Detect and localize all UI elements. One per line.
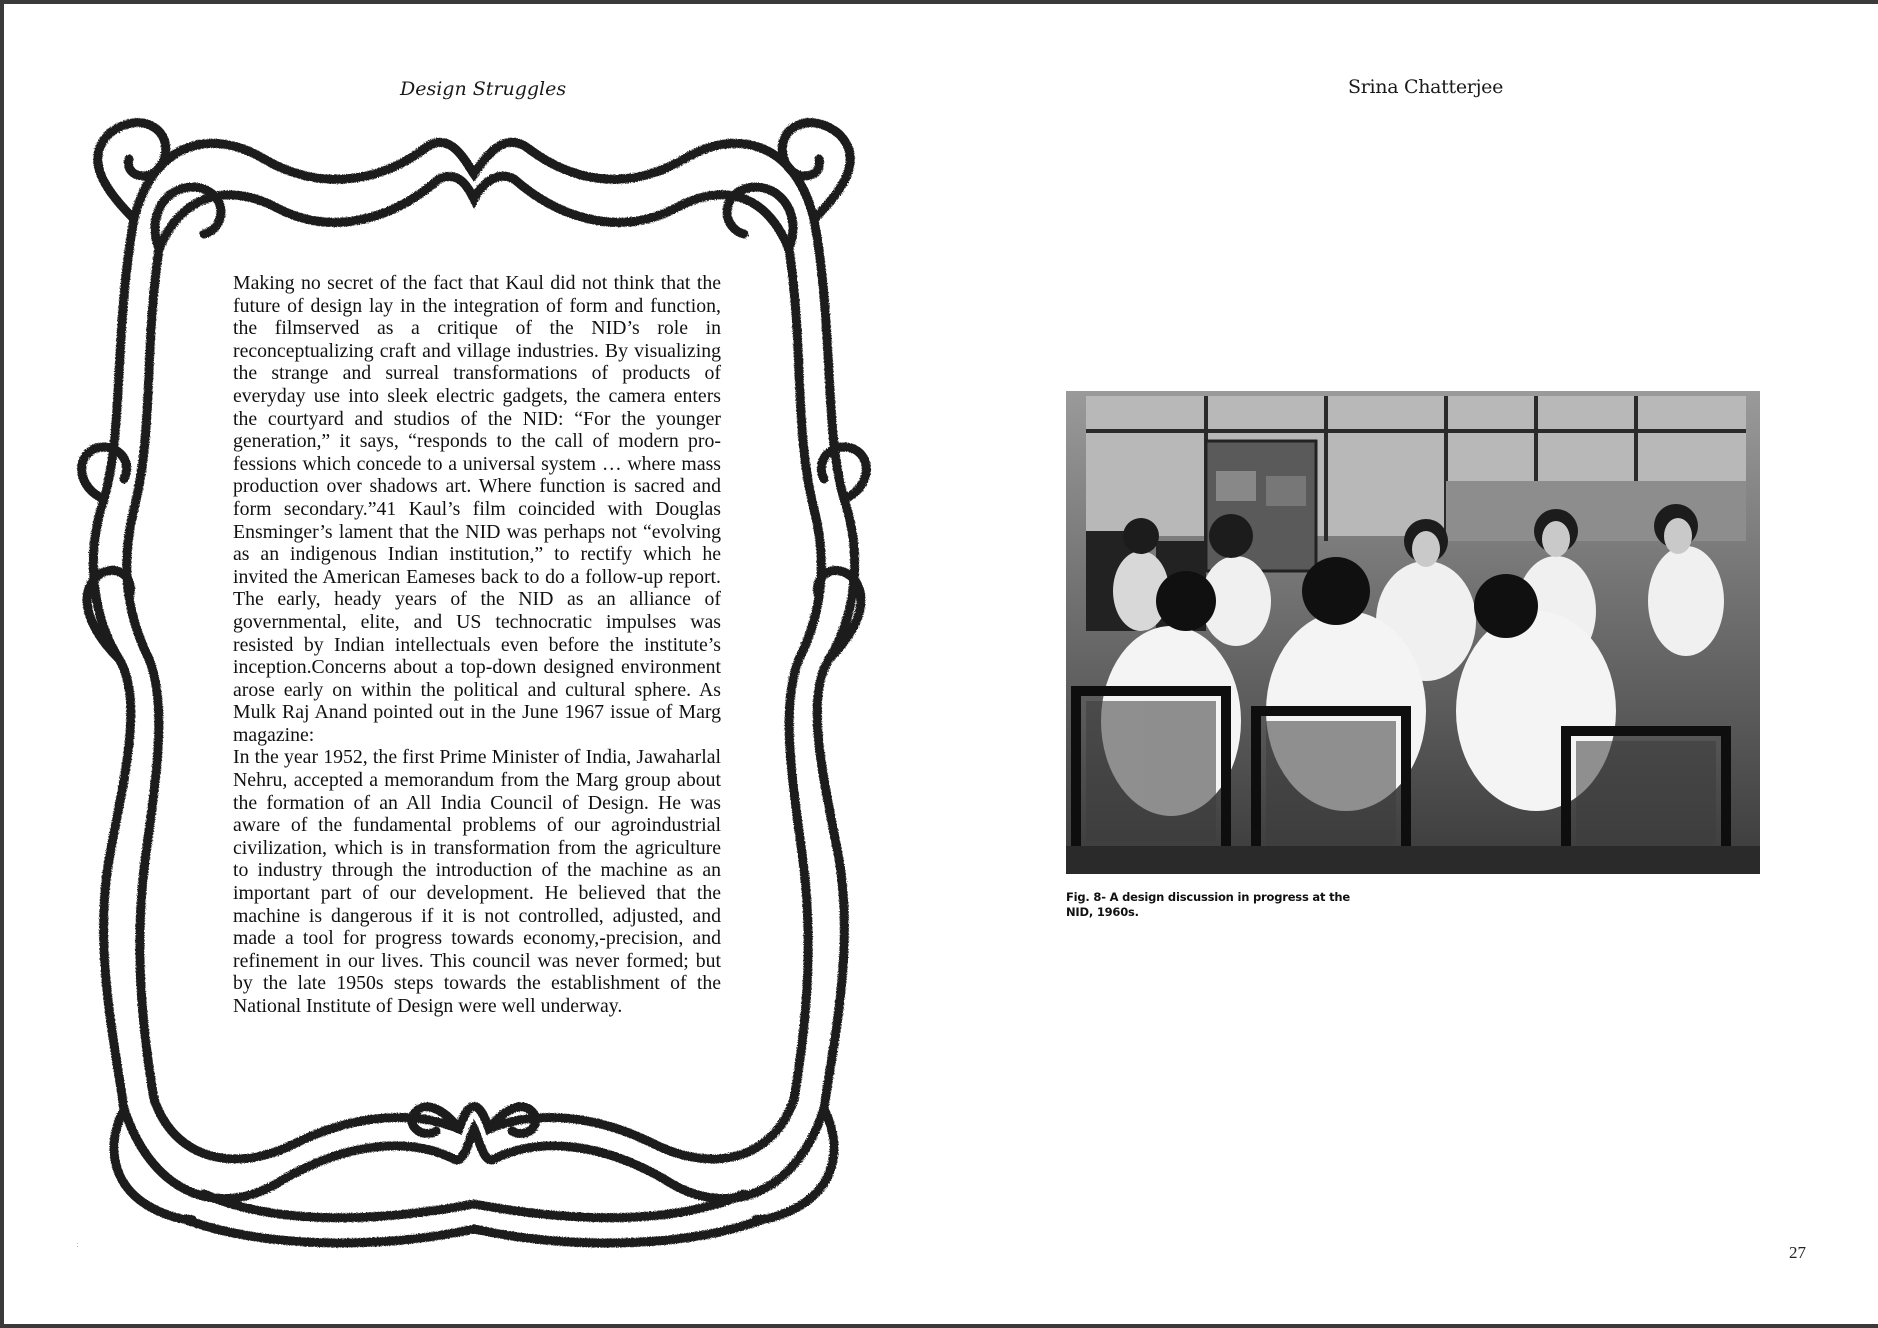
body-text <box>233 272 721 1018</box>
left-running-head: Design Struggles <box>400 78 567 100</box>
corner-mark: : <box>76 1240 79 1249</box>
photo-design-discussion <box>1066 391 1760 874</box>
paragraph-2: In the year 1952, the first Prime Minister of India, Jawaharlal Nehru, accepted a memorandum from the Marg group about the formation of an All India Council of Design. He was aware of the fundamental problems of our agroindustrial civilization, which is in transformation from the agriculture to industry through the introduction of the machine as an important part of our development. He believed that the machine is dangerous if it is not controlled, adjusted, and made a tool for progress towards economy,-precision, and refinement in our lives. This council was never formed; but by the late 1950s steps towards the establishment of the National Institute of Design were well underway. <box>233 746 721 1017</box>
page-number: 27 <box>1789 1243 1806 1262</box>
paragraph-1: Making no secret of the fact that Kaul did not think that the future of design lay in the integration of form and function, the filmserved as a critique of the NID’s role in reconceptualizing craft and village industries. By visualizing the strange and surreal transformations of products of everyday use into sleek electric gadgets, the camera enters the courtyard and studios of the NID: “For the younger generation,” it says, “responds to the call of modern professions which concede to a universal system … where mass production over shadows art. Where function is sacred and form secondary.”41 Kaul’s film coincided with Douglas Ensminger’s lament that the NID was perhaps not “evolving as an indigenous Indian institution,” to rectify which he invited the American Eameses back to do a follow-up report. The early, heady years of the NID as an alliance of governmental, elite, and US technocratic impulses was resisted by Indian intellectuals even before the institute’s inception.Concerns about a top-down designed environment arose early on within the political and cultural sphere. As Mulk Raj Anand pointed out in the June 1967 issue of Marg magazine: <box>233 272 721 746</box>
right-running-head: Srina Chatterjee <box>1348 76 1504 98</box>
book-spread <box>4 4 1878 1324</box>
figure-caption: Fig. 8- A design discussion in progress at the NID, 1960s. <box>1066 890 1350 919</box>
